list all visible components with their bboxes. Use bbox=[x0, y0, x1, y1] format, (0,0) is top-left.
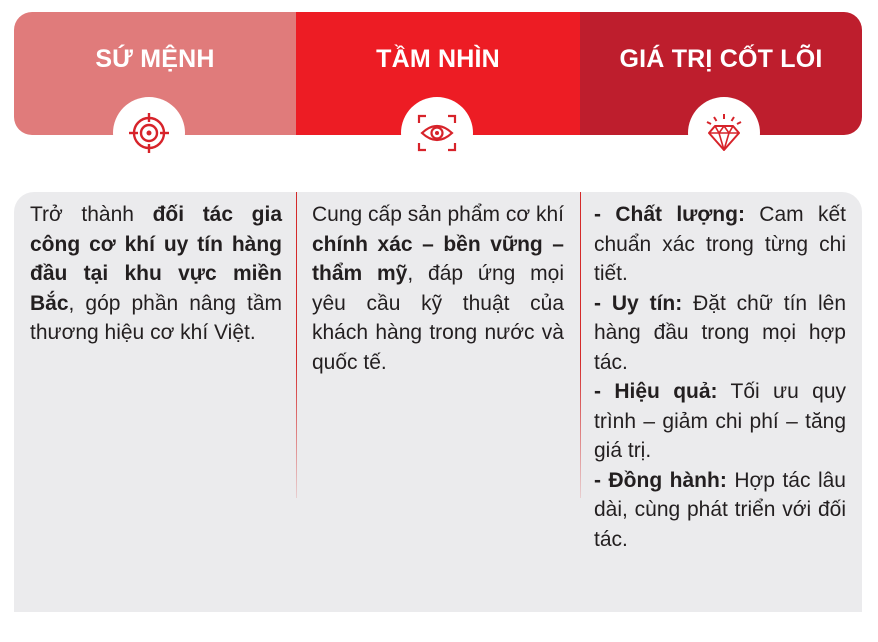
diamond-icon bbox=[688, 97, 760, 169]
list-item: - Chất lượng: Cam kết chuẩn xác trong từng chi tiết. bbox=[594, 203, 846, 285]
mission-text: Trở thành đối tác gia công cơ khí uy tín hàng đầu tại khu vực miền Bắc, góp phần nâng tầm thương hiệu cơ khí Việt. bbox=[30, 203, 282, 344]
divider bbox=[296, 192, 297, 498]
list-item: - Uy tín: Đặt chữ tín lên hàng đầu trong mọi hợp tác. bbox=[594, 291, 846, 374]
values-list bbox=[594, 200, 846, 554]
vision-title: TẦM NHÌN bbox=[376, 45, 500, 73]
values-title: GIÁ TRỊ CỐT LÕI bbox=[619, 45, 823, 73]
list-item: - Hiệu quả: Tối ưu quy trình – giảm chi phí – tăng giá trị. bbox=[594, 380, 846, 462]
vision-text: Cung cấp sản phẩm cơ khí chính xác – bền vững – thẩm mỹ, đáp ứng mọi yêu cầu kỹ thuật của khách hàng trong nước và quốc tế. bbox=[312, 203, 564, 374]
divider bbox=[580, 192, 581, 498]
content-panel bbox=[14, 192, 862, 612]
target-icon bbox=[113, 97, 185, 169]
mission-title: SỨ MỆNH bbox=[95, 45, 215, 73]
eye-scan-icon bbox=[401, 97, 473, 169]
list-item: - Đồng hành: Hợp tác lâu dài, cùng phát triển với đối tác. bbox=[594, 468, 846, 551]
